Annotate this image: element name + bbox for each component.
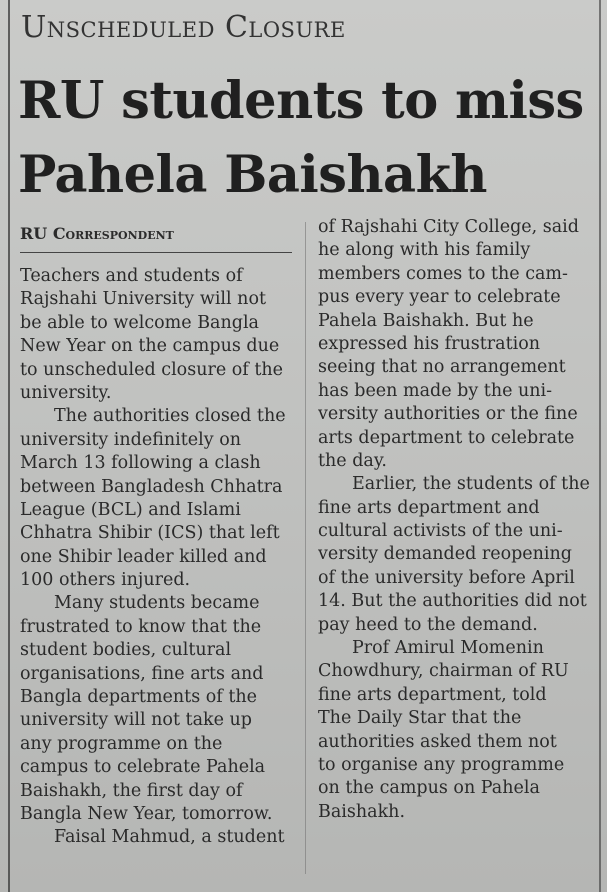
article-text-line: to organise any programme [318, 754, 565, 775]
article-text-line: fine arts department and [318, 497, 540, 518]
article-text-line: cultural activists of the uni- [318, 521, 563, 542]
article-text-line: Chhatra Shibir (ICS) that left [20, 523, 280, 544]
article-text-line: Many students became [54, 593, 260, 614]
article-text-line: March 13 following a clash [20, 453, 261, 474]
article-text-line: university. [20, 382, 112, 403]
article-text-line: pay heed to the demand. [318, 614, 538, 635]
article-text-line: 14. But the authorities did not [318, 591, 587, 612]
article-text-line: New Year on the campus due [20, 336, 280, 357]
article-text-line: between Bangladesh Chhatra [20, 476, 283, 497]
article-text-line: Faisal Mahmud, a student [54, 827, 285, 848]
article-column-right [318, 216, 590, 824]
article-text-line: Baishakh, the first day of [20, 780, 243, 801]
article-text-line: be able to welcome Bangla [20, 312, 259, 333]
article-text-line: Baishakh. [318, 801, 406, 822]
right-border-rule [599, 0, 601, 892]
column-divider [305, 222, 306, 874]
article-text-line: Chowdhury, chairman of RU [318, 661, 569, 682]
article-text-line: The Daily Star that the [318, 708, 522, 729]
article-text-line: of Rajshahi City College, said [318, 217, 579, 237]
article-text-line: campus to celebrate Pahela [20, 757, 266, 778]
article-text-line: Teachers and students of [20, 266, 243, 286]
article-text-line: members comes to the cam- [318, 263, 568, 284]
byline-rule [20, 252, 292, 253]
headline [18, 64, 598, 212]
article-text-line: 100 others injured. [20, 570, 191, 591]
article-text-line: university will not take up [20, 710, 253, 731]
article-text-line: Pahela Baishakh. But he [318, 310, 534, 331]
kicker: Unscheduled Closure [21, 10, 346, 45]
article-text-line: authorities asked them not [318, 731, 557, 752]
article-text-line: League (BCL) and Islami [20, 499, 241, 520]
article-text-line: fine arts department, told [318, 684, 547, 705]
article-text-line: Bangla departments of the [20, 687, 257, 708]
article-text-line: frustrated to know that the [20, 616, 262, 637]
left-border-rule [8, 0, 10, 892]
article-text-line: pus every year to celebrate [318, 287, 561, 308]
article-text-line: one Shibir leader killed and [20, 546, 267, 567]
article-text-line: university indefinitely on [20, 429, 242, 450]
article-text-line: The authorities closed the [54, 406, 286, 427]
article-text-line: has been made by the uni- [318, 380, 553, 401]
article-column-left [20, 265, 292, 850]
article-text-line: Bangla New Year, tomorrow. [20, 803, 273, 824]
article-text-line: any programme on the [20, 733, 223, 754]
article-text-line: student bodies, cultural [20, 640, 232, 661]
article-text-line: expressed his frustration [318, 333, 541, 354]
article-text-line: versity authorities or the fine [318, 404, 578, 425]
headline-line: RU students to miss [18, 71, 584, 131]
article-text-line: arts department to celebrate [318, 427, 575, 448]
article-text-line: versity demanded reopening [318, 544, 573, 565]
article-text-line: to unscheduled closure of the [20, 359, 283, 380]
byline: RU Correspondent [20, 224, 174, 243]
article-text-line: seeing that no arrangement [318, 357, 566, 378]
article-text-line: of the university before April [318, 567, 575, 588]
article-text-line: Earlier, the students of the [352, 474, 590, 495]
article-text-line: organisations, fine arts and [20, 663, 264, 684]
article-text-line: Rajshahi University will not [20, 289, 267, 310]
article-text-line: on the campus on Pahela [318, 778, 540, 799]
headline-line: Pahela Baishakh [18, 145, 488, 205]
article-text-line: the day. [318, 450, 387, 471]
article-text-line: he along with his family [318, 240, 531, 261]
article-text-line: Prof Amirul Momenin [352, 638, 544, 659]
